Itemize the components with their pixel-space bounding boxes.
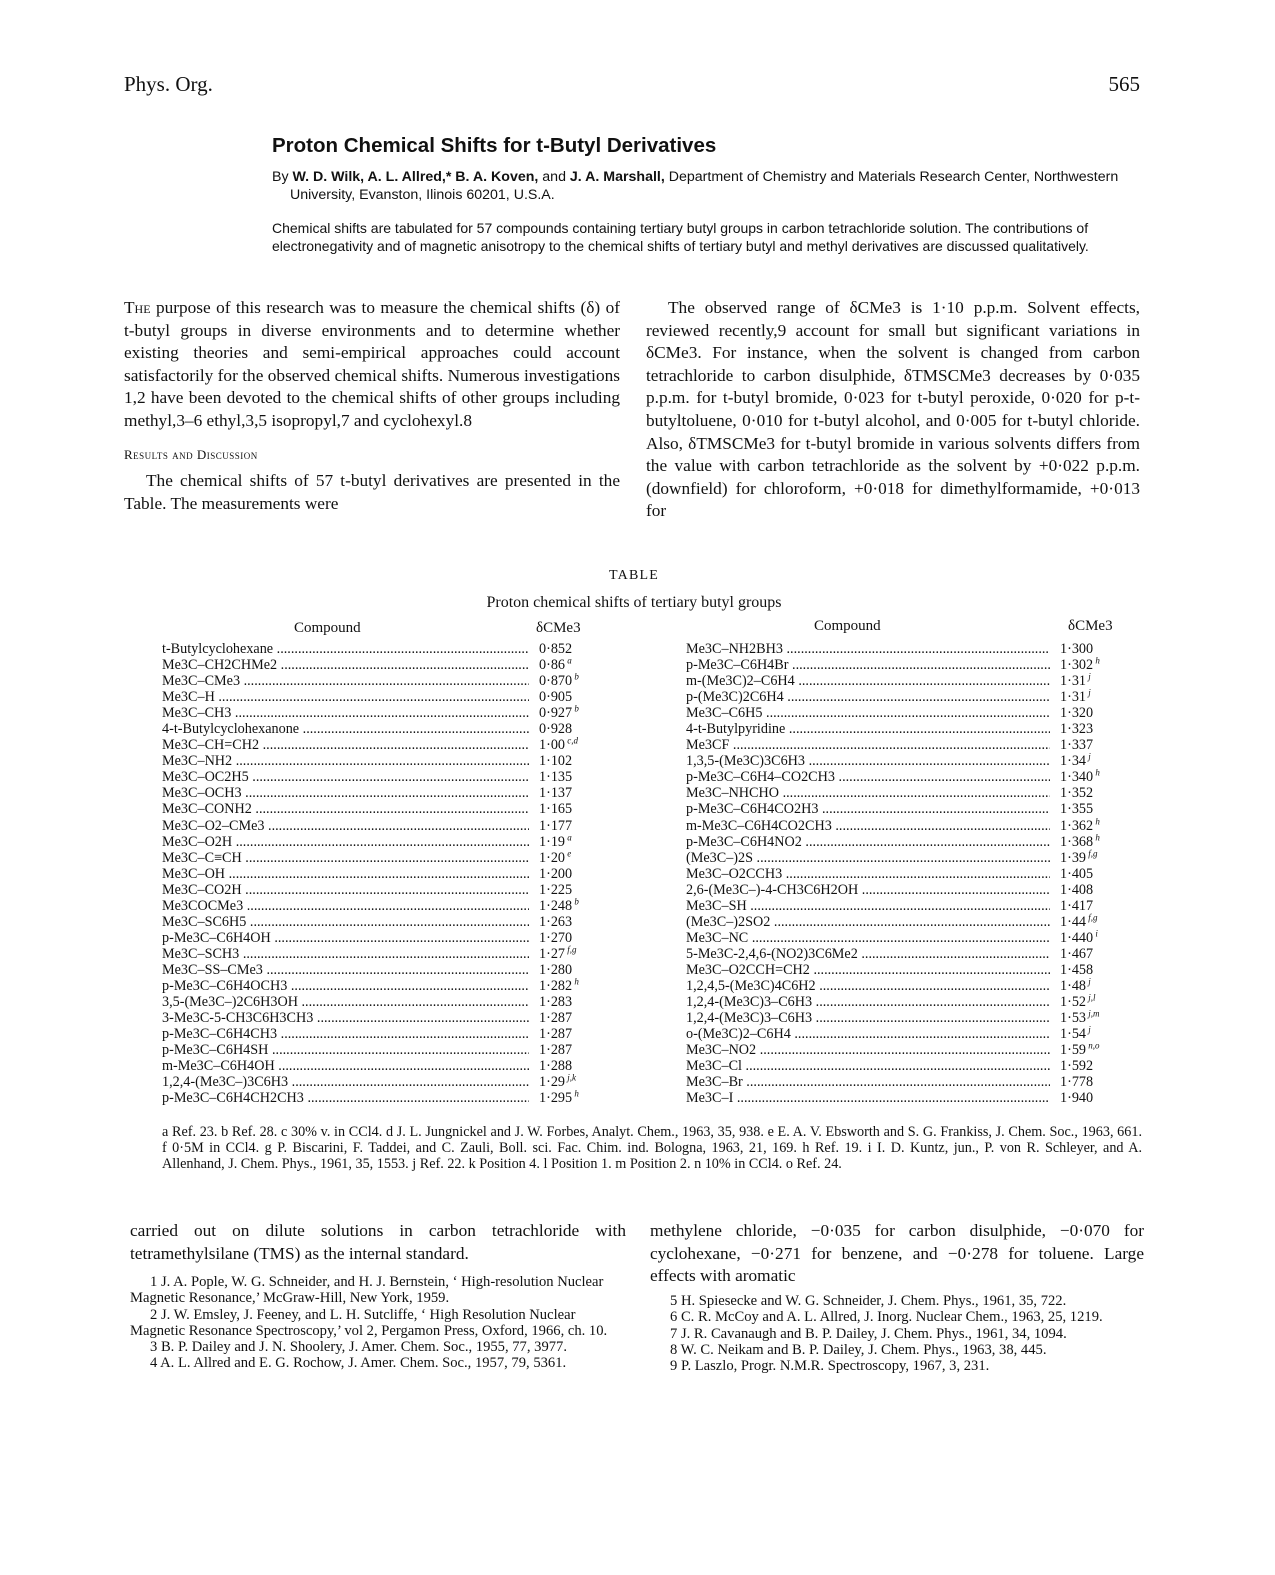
compound-name: p-Me3C–C6H4SH ..... xyxy=(162,1042,529,1058)
reference-item: 4 A. L. Allred and E. G. Rochow, J. Amer. Chem. Soc., 1957, 79, 5361. xyxy=(150,1355,567,1372)
shift-value: 0·928 xyxy=(539,721,573,738)
footnote-mark: j,l xyxy=(1086,992,1096,1003)
table-row xyxy=(162,831,619,850)
journal-section: Phys. Org. xyxy=(124,72,213,96)
shift-value: 1·19 $^a$ xyxy=(539,831,572,850)
compound-name: p-Me3C–C6H4CH2CH3 ..... xyxy=(162,1090,529,1106)
compound-name: Me3C–O2H ..... xyxy=(162,834,529,850)
table-row xyxy=(162,930,619,946)
compound-name: Me3C–C6H5 ..... xyxy=(686,705,1050,721)
table-row xyxy=(162,946,619,962)
compound-name: m-Me3C–C6H4CO2CH3 ..... xyxy=(686,818,1050,834)
compound-name: Me3C–I ..... xyxy=(686,1090,1050,1106)
reference-item: 7 J. R. Cavanaugh and B. P. Dailey, J. Chem. Phys., 1961, 34, 1094. xyxy=(670,1325,1067,1342)
table-row xyxy=(162,882,619,898)
shift-value: 1·417 xyxy=(1060,897,1094,914)
compound-name: (Me3C–)2S ..... xyxy=(686,850,1050,866)
table-row xyxy=(162,818,619,834)
table-row xyxy=(686,673,1140,689)
shift-value: 1·39 $^{f,g}$ xyxy=(1060,847,1098,866)
shift-value: 1·135 xyxy=(539,769,573,786)
table-row xyxy=(686,1058,1140,1074)
shift-value: 1·280 xyxy=(539,961,573,978)
drop-word: The xyxy=(124,298,151,317)
shift-value: 0·927 $^b$ xyxy=(539,703,579,722)
shift-value: 1·31 $^j$ xyxy=(1060,687,1091,706)
table-row xyxy=(686,785,1140,801)
byline xyxy=(272,168,1158,204)
compound-name: 1,2,4-(Me3C)3–C6H3 ..... xyxy=(686,1010,1050,1026)
shift-value: 1·177 xyxy=(539,817,573,834)
shift-value: 1·52 $^{j,l}$ xyxy=(1060,992,1096,1011)
table-row xyxy=(686,930,1140,946)
compound-name: Me3C–SS–CMe3 ..... xyxy=(162,962,529,978)
table-row xyxy=(686,831,1140,850)
compound-name: 1,2,4-(Me3C–)3C6H3 ..... xyxy=(162,1074,529,1090)
table-row xyxy=(686,1026,1140,1042)
footnote-mark: h xyxy=(1093,767,1100,778)
table-row xyxy=(162,769,619,785)
shift-value: 1·54 $^j$ xyxy=(1060,1024,1091,1043)
compound-name: p-Me3C–C6H4CH3 ..... xyxy=(162,1026,529,1042)
shift-value: 1·31 $^j$ xyxy=(1060,671,1091,690)
shift-value: 1·320 xyxy=(1060,705,1094,722)
compound-name: Me3C–C≡CH ..... xyxy=(162,850,529,866)
article-title: Proton Chemical Shifts for t-Butyl Derivatives xyxy=(272,134,717,157)
compound-name: Me3C–CO2H ..... xyxy=(162,882,529,898)
footnote-mark: h xyxy=(1093,831,1100,842)
reference-item: 9 P. Laszlo, Progr. N.M.R. Spectroscopy, 1967, 3, 231. xyxy=(670,1358,990,1375)
table-row xyxy=(162,1058,619,1074)
table-row xyxy=(162,866,619,882)
shift-value: 1·34 $^j$ xyxy=(1060,751,1091,770)
results-paragraph: The chemical shifts of 57 t-butyl derivatives are presented in the Table. The measurements were xyxy=(124,471,620,513)
table-row xyxy=(162,1090,619,1106)
authors: W. D. Wilk, A. L. Allred,* B. A. Koven, xyxy=(292,169,539,185)
compound-name: Me3COCMe3 ..... xyxy=(162,898,529,914)
reference-item: 1 J. A. Pople, W. G. Schneider, and H. J. Bernstein, ‘ High-resolution Nuclear Magnetic Resonance,’ McGraw-Hill, New York, 1959. xyxy=(130,1274,604,1307)
table-row xyxy=(686,705,1140,721)
shift-value: 1·59 $^{n,o}$ xyxy=(1060,1040,1100,1059)
table-row xyxy=(686,994,1140,1010)
shift-value: 1·248 $^b$ xyxy=(539,896,579,914)
table-row xyxy=(162,978,619,994)
table-row xyxy=(162,721,619,737)
compound-name: Me3C–NHCHO ..... xyxy=(686,785,1050,801)
compound-name: 4-t-Butylpyridine ..... xyxy=(686,721,1050,737)
shift-value: 1·48 $^j$ xyxy=(1060,976,1091,994)
compound-name: 1,2,4,5-(Me3C)4C6H2 ..... xyxy=(686,978,1050,994)
compound-name: Me3C–CH3 ..... xyxy=(162,705,529,721)
compound-name: p-Me3C–C6H4OH ..... xyxy=(162,930,529,946)
footnote-mark: f,g xyxy=(565,944,577,955)
table-row xyxy=(162,1042,619,1058)
reference-item: 6 C. R. McCoy and A. L. Allred, J. Inorg. Nuclear Chem., 1963, 25, 1219. xyxy=(670,1309,1103,1326)
table-row xyxy=(162,801,619,817)
compound-name: Me3C–CH=CH2 ..... xyxy=(162,737,529,753)
table-row xyxy=(686,801,1140,817)
table-row xyxy=(162,1074,619,1090)
compound-name: Me3C–NH2BH3 ..... xyxy=(686,641,1050,657)
footnote-mark: h xyxy=(572,976,579,987)
table-row xyxy=(162,641,619,657)
compound-name: Me3C–SC6H5 ..... xyxy=(162,914,529,930)
page-number: 565 xyxy=(1108,72,1140,96)
compound-name: p-Me3C–C6H4CO2H3 ..... xyxy=(686,801,1050,817)
compound-name: 1,2,4-(Me3C)3–C6H3 ..... xyxy=(686,994,1050,1010)
col-header-compound-left: Compound xyxy=(294,620,361,636)
table-row xyxy=(162,898,619,914)
shift-value: 1·287 xyxy=(539,1026,573,1043)
compound-name: Me3C–O2CCH=CH2 ..... xyxy=(686,962,1050,978)
table-row xyxy=(686,737,1140,753)
compound-name: Me3C–H ..... xyxy=(162,689,529,705)
footnote-mark: n,o xyxy=(1086,1040,1100,1051)
shift-value: 1·29 $^{j,k}$ xyxy=(539,1072,577,1091)
shift-value: 1·295 $^h$ xyxy=(539,1088,579,1107)
table-row xyxy=(686,882,1140,898)
table-row xyxy=(686,657,1140,673)
compound-name: Me3C–SH ..... xyxy=(686,898,1050,914)
table-row xyxy=(686,866,1140,882)
compound-name: (Me3C–)2SO2 ..... xyxy=(686,914,1050,930)
table-row xyxy=(686,847,1140,866)
table-row xyxy=(686,641,1140,657)
compound-name: 4-t-Butylcyclohexanone ..... xyxy=(162,721,529,737)
compound-name: 3,5-(Me3C–)2C6H3OH ..... xyxy=(162,994,529,1010)
by-word: By xyxy=(272,169,289,185)
table-row xyxy=(162,753,619,769)
shift-value: 1·270 xyxy=(539,929,573,946)
table-right-half xyxy=(686,641,1140,1106)
compound-name: Me3C–NO2 ..... xyxy=(686,1042,1050,1058)
compound-name: Me3C–Cl ..... xyxy=(686,1058,1050,1074)
compound-name: Me3C–OCH3 ..... xyxy=(162,785,529,801)
shift-value: 1·263 xyxy=(539,913,573,930)
table-row xyxy=(686,978,1140,994)
compound-name: Me3C–SCH3 ..... xyxy=(162,946,529,962)
affiliation: Department of Chemistry and Materials Research Center, Northwestern University, Evanston, Ilinois 60201, U.S.A. xyxy=(290,169,1119,203)
compound-name: Me3C–CH2CHMe2 ..... xyxy=(162,657,529,673)
shift-value: 1·165 xyxy=(539,801,573,818)
table-row xyxy=(686,753,1140,769)
compound-name: m-Me3C–C6H4OH ..... xyxy=(162,1058,529,1074)
table-row xyxy=(162,673,619,689)
compound-name: o-(Me3C)2–C6H4 ..... xyxy=(686,1026,1050,1042)
references-right xyxy=(650,1293,1144,1374)
reference-item: 2 J. W. Emsley, J. Feeney, and L. H. Sutcliffe, ‘ High Resolution Nuclear Magnetic Resonance Spectroscopy,’ vol 2, Pergamon Press, Oxford, 1966, ch. 10. xyxy=(130,1306,608,1339)
shift-value: 1·467 xyxy=(1060,945,1094,962)
abstract: Chemical shifts are tabulated for 57 compounds containing tertiary butyl groups in carbon tetrachloride solution. The contributions of electronegativity and of magnetic anisotropy to the chemical shifts of tertiary butyl and methyl derivatives are discussed qualitatively. xyxy=(272,220,1089,255)
shift-value: 0·86 $^a$ xyxy=(539,655,572,674)
shift-value: 0·870 $^b$ xyxy=(539,671,579,690)
table-row xyxy=(162,657,619,673)
table-row xyxy=(162,914,619,930)
compound-name: Me3C–OC2H5 ..... xyxy=(162,769,529,785)
footnote-mark: b xyxy=(572,671,579,682)
compound-name: 2,6-(Me3C–)-4-CH3C6H2OH ..... xyxy=(686,882,1050,898)
compound-name: 3-Me3C-5-CH3C6H3CH3 ..... xyxy=(162,1010,529,1026)
compound-name: p-Me3C–C6H4NO2 ..... xyxy=(686,834,1050,850)
lower-right-text: methylene chloride, −0·035 for carbon disulphide, −0·070 for cyclohexane, −0·271 for benzene, and −0·278 for toluene. Large effects with aromatic xyxy=(650,1221,1144,1286)
footnote-mark: j,m xyxy=(1086,1008,1100,1019)
shift-value: 1·355 xyxy=(1060,801,1094,818)
footnote-mark: i xyxy=(1093,928,1098,939)
table-row xyxy=(686,815,1140,834)
shift-value: 0·852 xyxy=(539,641,573,657)
reference-item: 3 B. P. Dailey and J. N. Shoolery, J. Amer. Chem. Soc., 1955, 77, 3977. xyxy=(150,1339,567,1356)
compound-name: Me3C–OH ..... xyxy=(162,866,529,882)
table-caption: Proton chemical shifts of tertiary butyl groups xyxy=(486,594,782,611)
intro-text: purpose of this research was to measure the chemical shifts (δ) of t-butyl groups in diverse environments and to determine whether existing theories and semi-empirical approaches could account satisfactorily for the observed chemical shifts. Numerous investigations 1,2 have been devoted to the chemical shifts of other groups including methyl,3–6 ethyl,3,5 isopropyl,7 and cyclohexyl.8 xyxy=(124,298,620,430)
table-row xyxy=(686,914,1140,930)
table-row xyxy=(162,705,619,721)
reference-item: 5 H. Spiesecke and W. G. Schneider, J. Chem. Phys., 1961, 35, 722. xyxy=(670,1293,1067,1309)
shift-value: 1·20 $^e$ xyxy=(539,847,572,866)
table-row xyxy=(162,1010,619,1026)
table-row xyxy=(162,737,619,753)
footnote-mark: h xyxy=(572,1088,579,1099)
col-header-shift-right: δCMe3 xyxy=(1068,618,1113,634)
table-row xyxy=(686,721,1140,737)
table-label: TABLE xyxy=(609,568,659,583)
compound-name: Me3C–O2–CMe3 ..... xyxy=(162,818,529,834)
compound-name: 5-Me3C-2,4,6-(NO2)3C6Me2 ..... xyxy=(686,946,1050,962)
compound-name: Me3C–O2CCH3 ..... xyxy=(686,866,1050,882)
compound-name: Me3CF ..... xyxy=(686,737,1050,753)
footnote-mark: j xyxy=(1086,671,1091,682)
compound-name: p-Me3C–C6H4OCH3 ..... xyxy=(162,978,529,994)
footnote-mark: c,d xyxy=(565,735,579,746)
shift-value: 1·287 xyxy=(539,1010,573,1027)
table-row xyxy=(686,1010,1140,1026)
table-row xyxy=(686,689,1140,705)
table-row xyxy=(162,785,619,801)
solvent-paragraph: The observed range of δCMe3 is 1·10 p.p.m. Solvent effects, reviewed recently,9 account for small but significant variations in δCMe3. For instance, when the solvent is changed from carbon tetrachloride to carbon disulphide, δTMSCMe3 decreases by 0·035 p.p.m. for t-butyl bromide, 0·023 for t-butyl peroxide, 0·020 for p-t-butyltoluene, 0·010 for t-butyl alcohol, and 0·005 for t-butyl chloride. Also, δTMSCMe3 for t-butyl bromide in various solvents differs from the value with carbon tetrachloride as the solvent by +0·022 p.p.m. (downfield) for chloroform, +0·018 for dimethylformamide, +0·013 for xyxy=(646,298,1140,521)
shift-value: 1·283 xyxy=(539,994,573,1011)
shift-value: 1·592 xyxy=(1060,1058,1094,1075)
footnote-mark: j xyxy=(1086,751,1091,762)
table-row xyxy=(686,769,1140,785)
footnote-mark: j xyxy=(1086,976,1091,987)
table-row xyxy=(162,1026,619,1042)
footnote-mark: j xyxy=(1086,687,1091,698)
references-left xyxy=(130,1274,626,1372)
shift-value: 1·340 $^h$ xyxy=(1060,767,1100,786)
footnote-mark: h xyxy=(1093,815,1100,826)
shift-value: 1·323 xyxy=(1060,721,1094,738)
footnote-mark: a xyxy=(565,655,572,666)
body-right-column xyxy=(646,297,1140,523)
shift-value: 1·00 $^{c,d}$ xyxy=(539,735,579,754)
shift-value: 1·53 $^{j,m}$ xyxy=(1060,1008,1100,1027)
table-footnotes: a Ref. 23. b Ref. 28. c 30% v. in CCl4. d J. L. Jungnickel and J. W. Forbes, Analyt. Chem., 1963, 35, 938. e E. A. V. Ebsworth and S. G. Frankiss, J. Chem. Soc., 1963, 661. f 0·5M in CCl4. g P. Biscarini, F. Taddei, and C. Zauli, Boll. sci. Fac. Chim. ind. Bologna, 1963, 21, 169. h Ref. 19. i I. D. Kuntz, jun., P. von R. Schleyer, and A. Allenhand, J. Chem. Phys., 1961, 35, 1553. j Ref. 22. k Position 4. l Position 1. m Position 2. n 10% in CCl4. o Ref. 24. xyxy=(162,1124,1142,1173)
table-row xyxy=(162,962,619,978)
footnote-mark: b xyxy=(572,896,579,907)
compound-name: 1,3,5-(Me3C)3C6H3 ..... xyxy=(686,753,1050,769)
table-row xyxy=(162,847,619,866)
shift-value: 1·362 $^h$ xyxy=(1060,815,1100,834)
shift-value: 1·137 xyxy=(539,785,573,802)
intro-paragraph xyxy=(124,297,620,433)
footnote-mark: j xyxy=(1086,1024,1091,1035)
col-header-compound-right: Compound xyxy=(814,618,881,634)
table-row xyxy=(162,689,619,705)
compound-name: t-Butylcyclohexane ..... xyxy=(162,641,529,657)
compound-name: m-(Me3C)2–C6H4 ..... xyxy=(686,673,1050,689)
table-row xyxy=(686,962,1140,978)
shift-value: 1·940 xyxy=(1060,1090,1094,1107)
compound-name: p-(Me3C)2C6H4 ..... xyxy=(686,689,1050,705)
shift-value: 1·225 xyxy=(539,881,573,898)
table-left-half xyxy=(162,641,619,1106)
and-word: and xyxy=(542,169,566,185)
shift-value: 1·200 xyxy=(539,865,573,882)
shift-value: 1·778 xyxy=(1060,1074,1094,1091)
shift-value: 1·300 xyxy=(1060,641,1094,657)
compound-name: Me3C–CONH2 ..... xyxy=(162,801,529,817)
compound-name: Me3C–NC ..... xyxy=(686,930,1050,946)
shift-value: 1·102 xyxy=(539,753,573,770)
section-heading: Results and Discussion xyxy=(124,446,258,462)
shift-value: 1·44 $^{f,g}$ xyxy=(1060,912,1098,930)
footnote-mark: f,g xyxy=(1086,847,1098,858)
body-left-column xyxy=(124,297,620,515)
shift-value: 1·458 xyxy=(1060,961,1094,978)
reference-item: 8 W. C. Neikam and B. P. Dailey, J. Chem. Phys., 1963, 38, 445. xyxy=(670,1341,1047,1358)
lower-left-text: carried out on dilute solutions in carbon tetrachloride with tetramethylsilane (TMS) as the internal standard. xyxy=(130,1221,626,1263)
shift-value: 1·302 $^h$ xyxy=(1060,655,1100,674)
footnote-mark: f,g xyxy=(1086,912,1098,923)
footnote-mark: h xyxy=(1093,655,1100,666)
shift-value: 1·287 xyxy=(539,1042,573,1059)
shift-value: 1·408 xyxy=(1060,881,1094,898)
footnote-mark: b xyxy=(572,703,579,714)
shift-value: 0·905 xyxy=(539,689,573,706)
footnote-mark: e xyxy=(565,847,572,858)
shift-value: 1·337 xyxy=(1060,737,1094,754)
footnote-mark: a xyxy=(565,831,572,842)
table-row xyxy=(162,994,619,1010)
shift-value: 1·282 $^h$ xyxy=(539,976,579,994)
compound-name: Me3C–NH2 ..... xyxy=(162,753,529,769)
footnote-mark: j,k xyxy=(565,1072,577,1083)
shift-value: 1·352 xyxy=(1060,785,1094,802)
last-author: J. A. Marshall, xyxy=(569,169,665,185)
compound-name: Me3C–CMe3 ..... xyxy=(162,673,529,689)
compound-name: p-Me3C–C6H4Br ..... xyxy=(686,657,1050,673)
table-row xyxy=(686,1090,1140,1106)
table-row xyxy=(686,1042,1140,1058)
compound-name: p-Me3C–C6H4–CO2CH3 ..... xyxy=(686,769,1050,785)
table-row xyxy=(686,898,1140,914)
col-header-shift-left: δCMe3 xyxy=(536,620,581,636)
shift-value: 1·405 xyxy=(1060,865,1094,882)
shift-value: 1·288 xyxy=(539,1058,573,1075)
table-row xyxy=(686,946,1140,962)
shift-value: 1·368 $^h$ xyxy=(1060,831,1100,850)
compound-name: Me3C–Br ..... xyxy=(686,1074,1050,1090)
table-row xyxy=(686,1074,1140,1090)
shift-value: 1·440 $^i$ xyxy=(1060,928,1098,946)
shift-value: 1·27 $^{f,g}$ xyxy=(539,944,577,962)
